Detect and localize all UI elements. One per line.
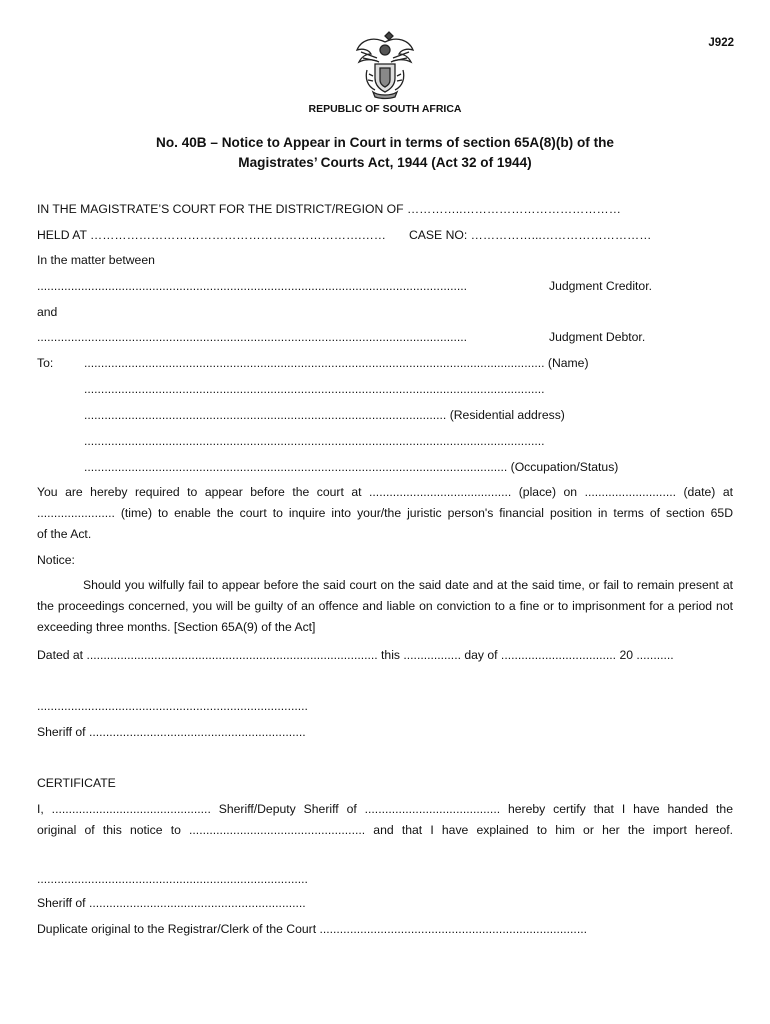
dated-at-line: Dated at ...................................................................................... this ................. day of .................................. 20 ...........: [37, 648, 674, 662]
form-title-line-2: Magistrates’ Courts Act, 1944 (Act 32 of 1944): [238, 155, 532, 170]
certificate-text-line-2: original of this notice to .................................................... and that I have explained to him or her the import hereof.: [37, 823, 733, 837]
case-number-field: CASE NO: ……………...………………………: [409, 228, 652, 242]
residential-address-field: ........................................................................................................... (Residential address): [84, 408, 565, 422]
appear-text-line-3: of the Act.: [37, 527, 92, 541]
court-district-line: IN THE MAGISTRATE’S COURT FOR THE DISTRICT/REGION OF …………..…………………………………: [37, 202, 621, 216]
judgment-debtor-field: ...............................................................................................................................: [37, 330, 468, 344]
occupation-status-field: ............................................................................................................................. (Occupation/Status): [84, 460, 619, 474]
form-title-line-1: No. 40B – Notice to Appear in Court in terms of section 65A(8)(b) of the: [156, 135, 614, 150]
republic-heading: REPUBLIC OF SOUTH AFRICA: [308, 103, 462, 115]
appear-text-line-1: You are hereby required to appear before the court at .......................................... (place) on ........................... (date) at: [37, 485, 733, 499]
certificate-sheriff-of-field: Sheriff of ................................................................: [37, 896, 306, 910]
sheriff-signature-line: ................................................................................: [37, 699, 308, 713]
judgment-debtor-label: Judgment Debtor.: [549, 330, 646, 344]
certificate-signature-line: ................................................................................: [37, 872, 308, 886]
to-name-field-2: ........................................................................................................................................: [84, 382, 545, 396]
judgment-creditor-field: ...............................................................................................................................: [37, 279, 468, 293]
duplicate-original-line: Duplicate original to the Registrar/Clerk of the Court ...............................................................................: [37, 922, 587, 936]
to-label: To:: [37, 356, 54, 370]
form-code: J922: [708, 37, 734, 49]
notice-heading: Notice:: [37, 553, 75, 567]
certificate-text-line-1: I, ............................................... Sheriff/Deputy Sheriff of ........................................ hereby certify that I have handed the: [37, 802, 733, 816]
appear-text-line-2: ....................... (time) to enable the court to inquire into your/the juristic person's financial position in terms of section 65D: [37, 506, 733, 520]
certificate-heading: CERTIFICATE: [37, 776, 116, 790]
coat-of-arms-emblem: [353, 30, 417, 100]
and-label: and: [37, 305, 58, 319]
notice-body: Should you wilfully fail to appear before the said court on the said date and at the said time, or fail to remain present at the proceedings concerned, you will be guilty of an offence and liable on conviction to a fine or to imprisonment for a period not exceeding three months. [Section 65A(9) of the Act]: [37, 578, 733, 634]
sheriff-of-field: Sheriff of ................................................................: [37, 725, 306, 739]
held-at-field: HELD AT ………………………………………………………….……: [37, 228, 386, 242]
to-name-field: ........................................................................................................................................ (Name): [84, 356, 589, 370]
judgment-creditor-label: Judgment Creditor.: [549, 279, 652, 293]
matter-between-label: In the matter between: [37, 253, 155, 267]
residential-address-field-2: ........................................................................................................................................: [84, 434, 545, 448]
